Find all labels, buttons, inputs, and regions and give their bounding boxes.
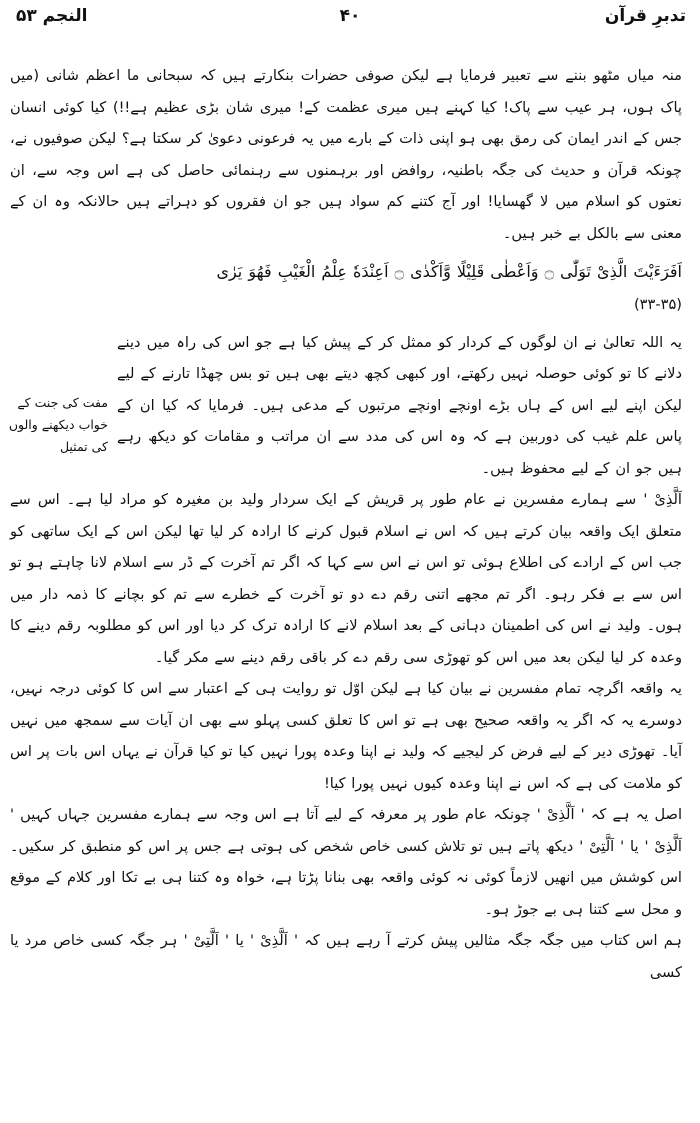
paragraph: اَلَّذِىْ ' سے ہمارے مفسرین نے عام طور پر قریش کے ایک سردار ولید بن مغیرہ کو مراد لیا ہے۔ اس سے متعلق ایک واقعہ بیان کرتے ہیں کہ اس نے اسلام قبول کرنے کا ارادہ کر لیا تھا لیکن اس کے ایک ساتھی کو جب اس کے ارادے کی اطلاع ہوئی تو اس نے اس سے کہا کہ اگر تم آخرت کے ڈر سے اسلام لانا چاہتے ہو تو اس سے بے فکر رہو۔ اگر تم مجھے اتنی رقم دے دو تو آخرت کے خطرے سے تم کو بچانے کا ذمہ دار میں ہوں۔ ولید نے اس کی اطمینان دہانی کے بعد اسلام لانے کا ارادہ ترک کر دیا اور اس کو مطلوبہ رقم دینے کا وعدہ کر لیا لیکن بعد میں اس کو تھوڑی سی رقم دے کر باقی رقم دینے سے مکر گیا۔ [10, 491, 682, 666]
paragraph: یہ اللہ تعالیٰ نے ان لوگوں کے کردار کو ممثل کر کے پیش کیا ہے جو اس کی راہ میں دینے دلانے کا تو کوئی حوصلہ نہیں رکھتے، اور کبھی کچھ دیتے بھی ہیں تو بس چھڈا تارنے کے لیے لیکن اپنے لیے اس کے ہاں بڑے اونچے اونچے مرتبوں کے مدعی ہیں۔ فرمایا کہ کیا ان کے پاس علم غیب کی دوربین ہے کہ وہ اس کی مدد سے ان مراتب و مقامات کو دیکھ رہے ہیں جو ان کے لیے محفوظ ہیں۔ [117, 333, 682, 477]
paragraph: ہم اس کتاب میں جگہ جگہ مثالیں پیش کرتے آ رہے ہیں کہ ' اَلَّذِىْ ' یا ' اَلَّتِىْ ' ہر جگہ کسی خاص مرد یا کسی [10, 932, 682, 981]
page-number: ۴۰ [339, 6, 361, 26]
main-text [10, 60, 682, 988]
quran-verse: اَفَرَءَيْتَ الَّذِىْ تَوَلّٰى ۝ وَاَعْطٰى قَلِيْلًا وَّاَكْدٰى ۝ اَعِنْدَهٗ عِلْمُ الْغَيْبِ فَهُوَ يَرٰى [216, 262, 682, 281]
side-annotated-block [117, 327, 682, 485]
book-title: تدبرِ قرآن [604, 6, 686, 26]
paragraph: منہ میاں مٹھو بننے سے تعبیر فرمایا ہے لیکن صوفی حضرات بنکارتے ہیں کہ سبحانی ما اعظم شانی (میں پاک ہوں، ہر عیب سے پاک! کیا کہنے ہیں میری عظمت کے! میری شان بڑی عظیم ہے!!) کیا کوئی انسان جس کے اندر ایمان کی رمق بھی ہو اپنی ذات کے بارے میں یہ فرعونی دعویٰ کر سکتا ہے؟ لیکن صوفیوں نے، چونکہ قرآن و حدیث کی جگہ باطنیہ، روافض اور برہمنوں سے رہنمائی حاصل کی ہے اس وجہ سے، ان نعتوں کو اسلام میں لا گھسایا! اور آج کتنے کم سواد ہیں جو ان فقروں کو دہراتے ہیں حالانکہ وہ ان کے معنی سے بالکل بے خبر ہیں۔ [10, 67, 682, 242]
paragraph: اصل یہ ہے کہ ' اَلَّذِىْ ' چونکہ عام طور پر معرفہ کے لیے آتا ہے اس وجہ سے ہمارے مفسرین جہاں کہیں ' اَلَّذِىْ ' یا ' اَلَّتِىْ ' دیکھ پاتے ہیں تو تلاش کسی خاص شخص کی ہوتی ہے جس پر اس کو منطبق کر سکیں۔ اس کوشش میں انھیں لازماً کوئی نہ کوئی واقعہ بھی بنانا پڑتا ہے، خواہ وہ کتنا ہی بے تکا اور کلام کے موقع و محل سے کتنا ہی بے جوڑ ہو۔ [10, 806, 682, 918]
margin-note: مفت کی جنت کے خواب دیکھنے والوں کی تمثیل [8, 395, 108, 454]
surah-name: النجم ۵۳ [16, 6, 88, 26]
paragraph: یہ واقعہ اگرچہ تمام مفسرین نے بیان کیا ہے لیکن اوّل تو روایت ہی کے اعتبار سے اس کا کوئی درجہ نہیں، دوسرے یہ کہ اگر یہ واقعہ صحیح بھی ہے تو اس کا تعلق کسی پہلو سے بھی ان آیات سے سمجھ میں نہیں آیا۔ تھوڑی دیر کے لیے فرض کر لیجیے کہ ولید نے اپنا وعدہ پورا نہیں کیا تو کیا قرآن نے یہاں اس بات پر اس کو ملامت کی ہے کہ اس نے اپنا وعدہ کیوں نہیں پورا کیا! [10, 680, 682, 792]
verse-reference: (۳۳-۳۵) [633, 296, 682, 313]
